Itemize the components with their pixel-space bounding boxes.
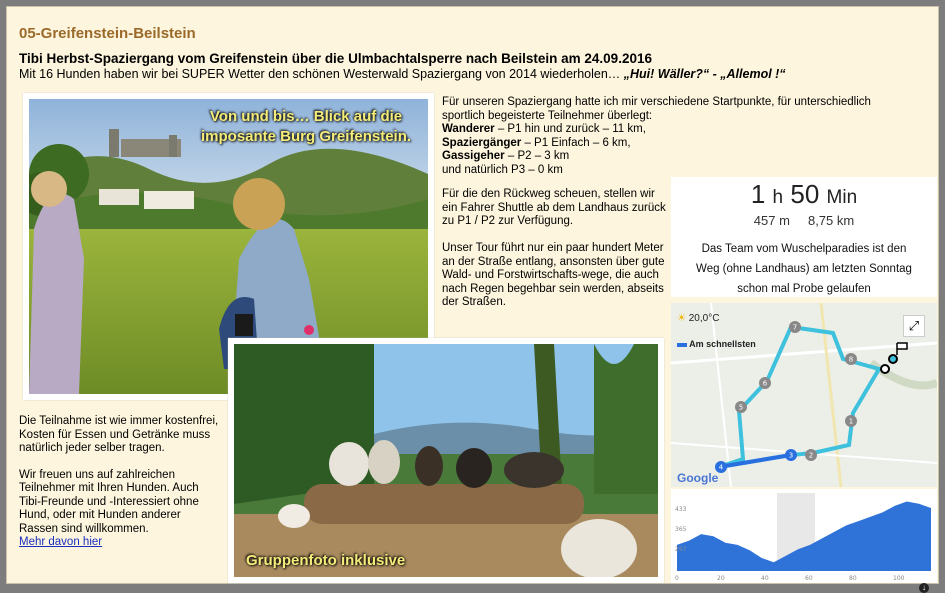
subline-quote: „Hui! Wäller?“ - „Allemol !“ — [623, 67, 786, 81]
elevation-profile — [671, 489, 937, 583]
x-tick-0: 0 — [675, 575, 679, 582]
intro-text — [442, 96, 871, 177]
map-legend — [677, 339, 756, 349]
more-link[interactable]: Mehr davon hier — [19, 536, 103, 548]
y-tick-433: 433 — [675, 506, 687, 513]
caption-line-2: imposante Burg Greifenstein. — [201, 128, 412, 145]
svg-text:2: 2 — [808, 451, 814, 460]
photo-landscape-caption — [201, 107, 411, 147]
duration-hours-unit: h — [772, 187, 784, 208]
y-tick-297: 297 — [675, 546, 687, 553]
svg-text:1: 1 — [848, 417, 854, 426]
photo-group — [228, 338, 664, 583]
duration-minutes: 50 — [790, 179, 820, 209]
intro-line-1: Für unseren Spaziergang hatte ich mir verschiedene Startpunkte, für unterschiedlich — [442, 96, 871, 108]
waypoint-8 — [845, 353, 857, 365]
intro-line-2: sportlich begeisterte Teilnehmer überlegt: — [442, 109, 653, 122]
option-spaziergaenger: Spaziergänger – P1 Einfach – 6 km, — [442, 136, 631, 149]
option-wanderer: Wanderer – P1 hin und zurück – 11 km, — [442, 123, 646, 135]
option-gassigeher: Gassigeher – P2 – 3 km — [442, 150, 570, 162]
svg-text:5: 5 — [738, 403, 744, 412]
y-tick-365: 365 — [675, 526, 687, 533]
shuttle-text: Für die den Rückweg scheuen, stellen wir ein Fahrer Shuttle ab dem Landhaus zurück zu P1 / P2 zur Verfügung. — [442, 188, 666, 227]
duration — [671, 179, 937, 210]
x-tick-40: 40 — [761, 575, 769, 582]
waypoint-7 — [789, 321, 801, 333]
waypoint-2 — [805, 449, 817, 461]
participation-p1: Die Teilnahme ist wie immer kostenfrei, Kosten für Essen und Getränke muss natürlich jeder selber tragen. — [19, 415, 219, 454]
elevation-chart — [671, 489, 937, 583]
svg-text:3: 3 — [788, 451, 794, 460]
photo-group-image — [234, 344, 658, 577]
corner-info-icon[interactable]: ↓ — [919, 583, 929, 593]
route-summary-card — [671, 177, 937, 297]
route-map[interactable] — [671, 303, 937, 487]
tour-text: Unser Tour führt nur ein paar hundert Meter an der Straße entlang, ansonsten über gute Wald- und Forstwirtschafts-wege, die auch nach Regen begehbar sein werden, abseits der Straßen. — [442, 242, 665, 308]
legend-label: Am schnellsten — [689, 339, 756, 349]
photo-group-caption: Gruppenfoto inklusive — [246, 552, 406, 569]
route-stats — [671, 213, 937, 228]
page-title: 05-Greifenstein-Beilstein — [19, 25, 196, 42]
svg-text:8: 8 — [848, 355, 854, 364]
svg-text:6: 6 — [762, 379, 768, 388]
group-illustration — [234, 344, 658, 577]
participation-p2: Wir freuen uns auf zahlreichen Teilnehmer mit Ihren Hunden. Auch Tibi-Freunde und -Interessiert ohne Hund, oder mit Hunden anderer Rassen sind willkommen. — [19, 468, 199, 535]
temperature: 20,0°C — [688, 313, 720, 324]
x-tick-80: 80 — [849, 575, 857, 582]
waypoint-1 — [845, 415, 857, 427]
x-tick-60: 60 — [805, 575, 813, 582]
subline-text: Mit 16 Hunden haben wir bei SUPER Wetter den schönen Westerwald Spaziergang von 2014 wiederholen… — [19, 67, 624, 81]
waypoint-6 — [759, 377, 771, 389]
expand-icon: ⤢ — [908, 318, 920, 333]
option-p3: und natürlich P3 – 0 km — [442, 163, 563, 176]
x-tick-100: 100 — [893, 575, 905, 582]
expand-button[interactable] — [903, 315, 925, 337]
x-tick-20: 20 — [717, 575, 725, 582]
duration-minutes-unit: Min — [826, 187, 858, 208]
map-canvas — [671, 303, 937, 487]
distance: 8,75 km — [807, 213, 855, 228]
waypoint-5 — [735, 401, 747, 413]
svg-text:7: 7 — [792, 323, 798, 332]
google-logo: Google — [677, 471, 719, 485]
sun-icon: ☀ — [677, 313, 686, 324]
participation-text — [19, 415, 221, 550]
caption-line-1: Von und bis… Blick auf die — [209, 108, 403, 125]
duration-hours: 1 — [750, 179, 766, 209]
route-note: Das Team vom Wuschelparadies ist den Weg (ohne Landhaus) am letzten Sonntag schon mal Probe gelaufen — [696, 243, 912, 295]
page — [6, 6, 939, 584]
legend-swatch — [677, 343, 687, 347]
weather — [677, 313, 719, 324]
subline — [19, 67, 786, 81]
waypoint-3 — [785, 449, 797, 461]
headline: Tibi Herbst-Spaziergang vom Greifenstein über die Ulmbachtalsperre nach Beilstein am 24.09.2016 — [19, 51, 652, 66]
ascent: 457 m — [753, 213, 790, 228]
svg-text:4: 4 — [718, 463, 724, 472]
